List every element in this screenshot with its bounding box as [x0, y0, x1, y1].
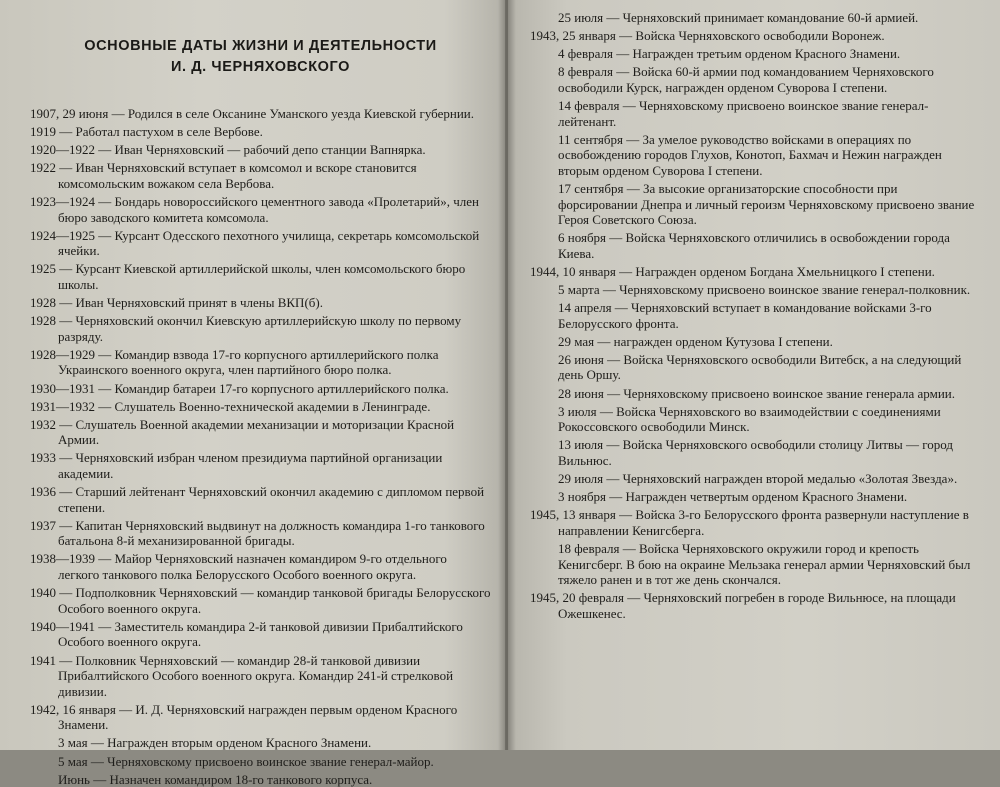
entry-text: — Награжден четвертым орденом Красного Знамени. [609, 489, 908, 505]
entry-text: — Черняховскому присвоено воинское звание генерал-майор. [90, 753, 434, 769]
entry-date: 3 мая [58, 735, 88, 751]
chronology-entry [530, 264, 980, 280]
chronology-entry [30, 142, 491, 158]
chronology-entry [530, 28, 980, 44]
entry-text: — Слушатель Военно-технической академии в Ленинграде. [98, 398, 431, 414]
entry-text: — Майор Черняховский назначен командиром 9-го отдельного легкого танкового полка Белорусского Особого военного округа. [58, 551, 447, 583]
heading-line-1: ОСНОВНЫЕ ДАТЫ ЖИЗНИ И ДЕЯТЕЛЬНОСТИ [84, 38, 437, 54]
entry-text: — Черняховскому присвоено воинское звание генерал-полковник. [602, 282, 971, 297]
chronology-entry [30, 160, 491, 191]
entry-date: Июнь [58, 771, 90, 787]
entry-text: — Войска Черняховского окружили город и крепость Кенигсберг. В бою на окраине Мельзака генерал армии Черняховский был тяжело ранен и в тот же день скончался. [558, 540, 971, 588]
entry-date: 1940 [30, 585, 56, 601]
chronology-entry [530, 300, 980, 331]
entry-text: — награжден орденом Кутузова I степени. [597, 333, 833, 349]
entry-date: 1920—1922 [30, 142, 95, 158]
chronology-entry [530, 10, 980, 26]
entry-date: 1942, 16 января [30, 701, 116, 717]
entry-text: — Слушатель Военной академии механизации и моторизации Красной Армии. [58, 416, 455, 448]
chronology-entry [30, 754, 491, 770]
chronology-entry [530, 46, 980, 62]
chronology-entry [530, 181, 980, 228]
entry-date: 29 июля [558, 471, 604, 487]
chronology-entry [30, 124, 491, 140]
entry-text: — И. Д. Черняховский награжден первым орденом Красного Знамени. [58, 701, 458, 733]
entry-text: — Награжден третьим орденом Красного Знамени. [616, 46, 901, 62]
entry-text: — Войска 3-го Белорусского фронта развернули наступление в направлении Кенигсберга. [558, 507, 969, 538]
entry-date: 1943, 25 января [530, 28, 616, 44]
chronology-entry [530, 437, 980, 468]
entry-date: 6 ноября [558, 230, 607, 246]
entry-text: — Черняховский награжден второй медалью «Золотая Звезда». [606, 471, 958, 487]
chronology-entry [30, 399, 491, 415]
entry-date: 1922 [30, 160, 56, 176]
entry-date: 3 ноября [558, 489, 607, 505]
entry-date: 1940—1941 [30, 618, 95, 634]
entry-date: 1945, 20 февраля [530, 590, 624, 606]
chronology-entry [30, 653, 491, 700]
chronology-list-left [30, 106, 491, 787]
entry-date: 1928 [30, 313, 56, 329]
entry-date: 14 апреля [558, 300, 612, 316]
chronology-entry [530, 352, 980, 383]
entry-text: — Курсант Киевской артиллерийской школы, член комсомольского бюро школы. [58, 261, 466, 292]
chronology-entry [530, 386, 980, 402]
entry-date: 14 февраля [558, 97, 620, 113]
entry-text: — За умелое руководство войсками в операциях по освобождению городов Глухов, Конотоп, Бахмач и Нежин награжден вторым орденом Суворова I степени. [558, 131, 942, 178]
entry-date: 1944, 10 января [530, 263, 616, 279]
chronology-entry [30, 194, 491, 225]
entry-text: — Войска Черняховского отличились в освобождении города Киева. [558, 230, 950, 261]
entry-date: 1930—1931 [30, 380, 95, 396]
entry-text: — Назначен командиром 18-го танкового корпуса. [93, 771, 373, 787]
chronology-entry [530, 590, 980, 621]
entry-text: — Войска Черняховского во взаимодействии с соединениями Рокоссовского освободили Минск. [558, 403, 941, 435]
chronology-entry [30, 347, 491, 378]
entry-date: 1945, 13 января [530, 507, 616, 523]
entry-date: 11 сентября [558, 131, 624, 147]
entry-date: 1931—1932 [30, 398, 95, 414]
chronology-entry [30, 772, 491, 787]
chronology-entry [30, 417, 491, 448]
chronology-entry [530, 132, 980, 179]
entry-date: 28 июня [558, 385, 604, 401]
entry-text: — Подполковник Черняховский — командир танковой бригады Белорусского Особого военного округа. [58, 585, 491, 616]
chronology-entry [30, 106, 491, 122]
entry-text: — За высокие организаторские способности при форсировании Днепра и личный героизм Черняховскому присвоено звание Героя Советского Союза. [558, 180, 975, 228]
entry-date: 1919 [30, 124, 56, 140]
chronology-entry [30, 702, 491, 733]
chronology-entry [530, 489, 980, 505]
chronology-entry [30, 484, 491, 515]
entry-text: — Иван Черняховский — рабочий депо станции Вапнярка. [98, 142, 426, 158]
chronology-entry [530, 64, 980, 95]
entry-date: 5 мая [58, 753, 88, 769]
entry-text: — Черняховский погребен в городе Вильнюсе, на площади Ожешкенес. [558, 590, 956, 621]
entry-date: 26 июня [558, 351, 604, 367]
entry-date: 3 июля [558, 403, 597, 419]
entry-date: 18 февраля [558, 540, 620, 556]
entry-date: 1932 [30, 416, 56, 432]
chronology-entry [30, 228, 491, 259]
entry-date: 1933 [30, 450, 56, 466]
chronology-entry [30, 551, 491, 582]
entry-date: 1925 [30, 261, 56, 277]
entry-date: 4 февраля [558, 46, 613, 62]
entry-date: 5 марта [558, 282, 600, 297]
chronology-entry [530, 334, 980, 350]
chronology-entry [530, 541, 980, 588]
chronology-entry [530, 471, 980, 487]
chronology-entry [30, 619, 491, 650]
entry-text: — Курсант Одесского пехотного училища, секретарь комсомольской ячейки. [58, 227, 480, 259]
chronology-entry [530, 507, 980, 538]
entry-text: — Старший лейтенант Черняховский окончил академию с дипломом первой степени. [58, 484, 485, 515]
entry-text: — Черняховский окончил Киевскую артиллерийскую школу по первому разряду. [58, 313, 462, 344]
entry-date: 13 июля [558, 437, 604, 453]
entry-date: 1907, 29 июня [30, 106, 109, 121]
entry-date: 8 февраля [558, 64, 613, 80]
book-spine-gutter [498, 0, 516, 750]
entry-text: — Заместитель командира 2-й танковой дивизии Прибалтийского Особого военного округа. [58, 618, 463, 650]
entry-date: 1924—1925 [30, 227, 95, 243]
entry-date: 1937 [30, 517, 56, 533]
entry-text: — Иван Черняховский вступает в комсомол и вскоре становится комсомольским вожаком села Вербова. [58, 160, 417, 191]
chronology-entry [30, 585, 491, 616]
entry-date: 25 июля [558, 10, 604, 25]
chronology-entry [30, 261, 491, 292]
entry-text: — Черняховский вступает в командование войсками 3-го Белорусского фронта. [558, 300, 932, 331]
chronology-entry [530, 98, 980, 129]
entry-text: — Командир взвода 17-го корпусного артиллерийского полка Украинского военного округа, член партийного бюро полка. [58, 346, 439, 378]
chronology-entry [30, 518, 491, 549]
entry-text: — Капитан Черняховский выдвинут на должность командира 1-го танкового батальона 8-й механизированной бригады. [58, 517, 485, 549]
entry-text: — Черняховскому присвоено воинское звание генерала армии. [607, 385, 955, 401]
heading-line-2: И. Д. ЧЕРНЯХОВСКОГО [170, 59, 351, 75]
chronology-entry [530, 282, 980, 298]
entry-text: — Награжден вторым орденом Красного Знамени. [90, 735, 372, 751]
entry-date: 1941 [30, 652, 56, 668]
entry-date: 1923—1924 [30, 193, 95, 209]
chronology-entry [30, 450, 491, 481]
right-page [508, 0, 1000, 750]
entry-date: 1928—1929 [30, 346, 95, 362]
entry-date: 1936 [30, 484, 56, 500]
chronology-entry [530, 404, 980, 435]
chronology-entry [30, 735, 491, 751]
entry-text: — Родился в селе Оксанине Уманского уезда Киевской губернии. [111, 106, 475, 121]
entry-text: — Войска Черняховского освободили Витебск, а на следующий день Оршу. [558, 351, 962, 383]
entry-date: 29 мая [558, 333, 595, 349]
entry-text: — Полковник Черняховский — командир 28-й танковой дивизии Прибалтийского Особого военного округа. Командир 241-й стрелковой дивизии. [58, 652, 454, 699]
entry-text: — Бондарь новороссийского цементного завода «Пролетарий», член бюро заводского комитета комсомола. [58, 193, 479, 225]
entry-text: — Черняховскому присвоено воинское звание генерал-лейтенант. [558, 97, 929, 129]
page-heading [30, 36, 491, 78]
chronology-entry [530, 230, 980, 261]
chronology-list-right [530, 10, 980, 621]
chronology-entry [30, 313, 491, 344]
entry-date: 1928 [30, 295, 56, 311]
entry-text: — Работал пастухом в селе Вербове. [59, 124, 263, 140]
entry-date: 17 сентября [558, 180, 624, 196]
entry-text: — Награжден орденом Богдана Хмельницкого I степени. [619, 263, 935, 279]
entry-text: — Войска 60-й армии под командованием Черняховского освободили Курск, награжден орденом Суворова I степени. [558, 64, 934, 95]
chronology-entry [30, 295, 491, 311]
chronology-entry [30, 381, 491, 397]
entry-text: — Войска Черняховского освободили столицу Литвы — город Вильнюс. [558, 437, 953, 468]
entry-date: 1938—1939 [30, 551, 95, 567]
entry-text: — Командир батареи 17-го корпусного артиллерийского полка. [98, 380, 449, 396]
entry-text: — Иван Черняховский принят в члены ВКП(б). [59, 295, 323, 311]
entry-text: — Черняховский избран членом президиума партийной организации академии. [58, 450, 443, 481]
entry-text: — Войска Черняховского освободили Воронеж. [619, 28, 885, 44]
entry-text: — Черняховский принимает командование 60-й армией. [606, 10, 919, 25]
